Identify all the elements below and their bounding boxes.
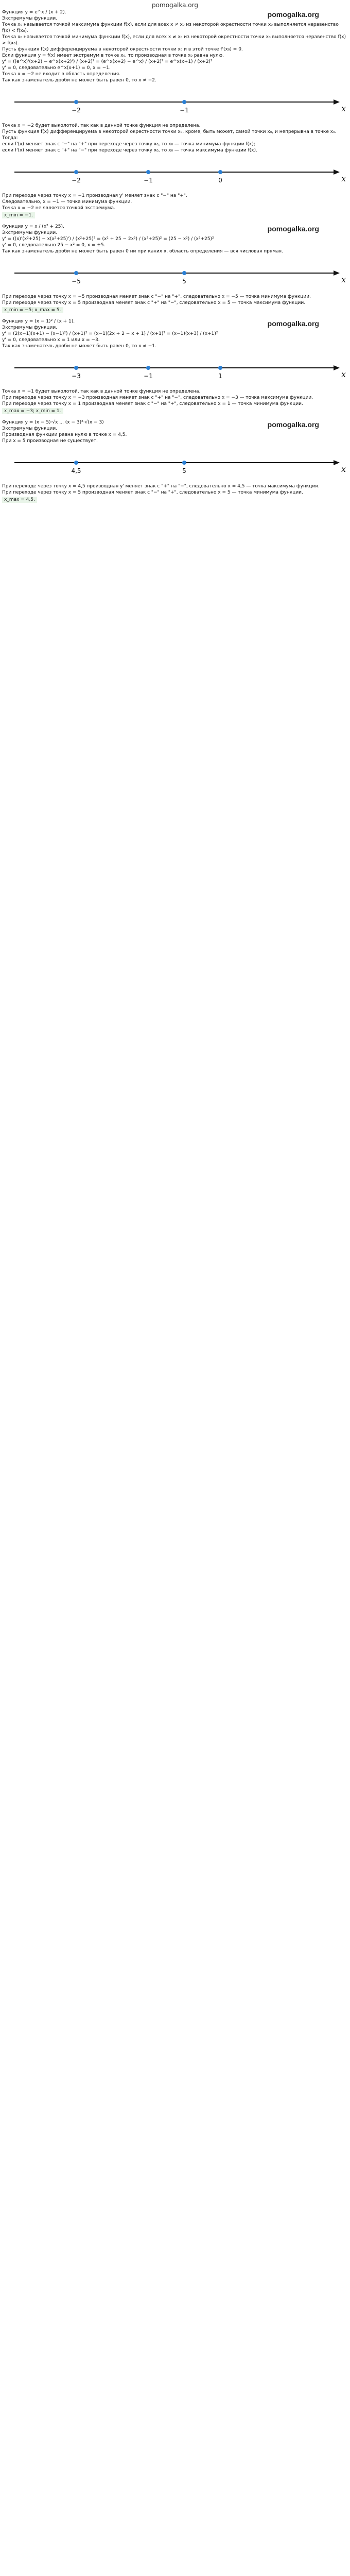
conclusion-line: Точка x = −1 будет выколотой, так как в данной точке функция не определена. [2, 389, 201, 394]
axis-arrow-icon [334, 270, 340, 276]
spacer [2, 504, 348, 508]
text-line: Так как знаменатель дроби не может быть равен 0, то x ≠ −2. [2, 78, 156, 83]
axis-point [74, 461, 78, 465]
number-line [4, 258, 350, 291]
axis-variable-label: x [341, 104, 346, 113]
axis-point [74, 170, 78, 174]
text-line: y' = 0, следовательно 25 − x² = 0, x = ±5. [2, 243, 106, 248]
axis-variable-label: x [341, 275, 346, 284]
text-line: y' = (2(x−1)(x+1) − (x−1)²) / (x+1)² = (x−1)(2x + 2 − x + 1) / (x+1)² = (x−1)(x+3) / (x+1)² [2, 331, 218, 336]
text-line: Экстремумы функции. [2, 16, 58, 21]
axis-arrow-icon [334, 460, 340, 465]
function-heading: Функция y = (x − 1)² / (x + 1). [2, 319, 75, 324]
axis-arrow-icon [334, 99, 340, 105]
conclusion-line: При переходе через точку x = −5 производная меняет знак с "−" на "+", следовательно x = −5 — точка минимума функции. [2, 294, 311, 299]
axis-tick-label: −1 [144, 177, 153, 184]
axis-point [74, 366, 78, 370]
axis-point [218, 366, 222, 370]
site-watermark: pomogalka.org [267, 10, 319, 19]
spacer [2, 219, 348, 224]
text-line: Производная функции равна нулю в точке x = 4,5. [2, 432, 127, 437]
solution-section [0, 318, 350, 419]
axis-variable-label: x [341, 174, 346, 183]
axis-tick-label: −1 [180, 107, 189, 114]
axis-point [146, 170, 150, 174]
site-watermark: pomogalka.org [267, 225, 319, 233]
text-line: При x = 5 производная не существует. [2, 438, 98, 444]
axis-tick-label: −2 [72, 177, 81, 184]
axis-variable-label: x [341, 369, 346, 379]
axis-tick-label: 1 [218, 372, 222, 380]
axis-point [74, 100, 78, 104]
solution-section [0, 419, 350, 508]
axis-point [182, 100, 186, 104]
conclusion-line: При переходе через точку x = 4,5 производная y' меняет знак с "+" на "−", следовательно x = 4,5 — точка максимума функции. [2, 484, 320, 489]
text-line: если f'(x) меняет знак с "+" на "−" при переходе через точку x₀, то x₀ — точка максимума функции f(x). [2, 148, 257, 153]
text-line: Точка x = −2 не входит в область определения. [2, 72, 120, 77]
text-line: Экстремумы функции. [2, 325, 58, 330]
text-line: y' = 0, следовательно e^x(x+1) = 0, x = −1. [2, 65, 111, 71]
text-line: если f'(x) меняет знак с "−" на "+" при переходе через точку x₀, то x₀ — точка минимума функции f(x); [2, 142, 255, 147]
function-heading: Функция y = x / (x² + 25). [2, 224, 64, 229]
axis-tick-label: −5 [72, 278, 81, 285]
answer-badge: x_min = −1. [2, 212, 35, 218]
conclusion-line: При переходе через точку x = 1 производная меняет знак с "−" на "+", следовательно x = 1 — точка минимума функции. [2, 401, 303, 406]
content [0, 9, 350, 508]
conclusion-line: При переходе через точку x = 5 производная меняет знак с "+" на "−", следовательно x = 5 — точка максимума функции. [2, 300, 306, 306]
axis-arrow-icon [334, 170, 340, 175]
text-line: Так как знаменатель дроби не может быть равен 0 ни при каких x, область определения — вся числовая прямая. [2, 249, 283, 254]
conclusion-line: При переходе через точку x = 5 производная меняет знак с "−" на "+", следовательно x = 5 — точка минимума функции. [2, 490, 303, 495]
text-line: y' = ((x)'(x²+25) − x(x²+25)') / (x²+25)² = (x² + 25 − 2x²) / (x²+25)² = (25 − x²) / (x²+25)² [2, 236, 214, 242]
number-line [4, 352, 350, 385]
solution-section [0, 9, 350, 224]
axis-point [182, 271, 186, 275]
axis-point [146, 366, 150, 370]
axis-variable-label: x [341, 464, 346, 474]
text-line: Пусть функция f(x) дифференцируема в некоторой окрестности точки x₀ и в этой точке f'(x₀) = 0. [2, 47, 243, 52]
site-watermark-top: pomogalka.org [152, 2, 198, 9]
text-line: y' = ((e^x)'(x+2) − e^x(x+2)') / (x+2)² = (e^x(x+2) − e^x) / (x+2)² = e^x(x+1) / (x+2)² [2, 59, 213, 64]
text-line: Точка x₀ называется точкой минимума функции f(x), если для всех x ≠ x₀ из некоторой окрестности точки x₀ выполняется неравенство f(x) > f(x₀). [2, 35, 346, 46]
answer-badge: x_max = −3; x_min = 1. [2, 408, 63, 414]
axis-point [74, 271, 78, 275]
answer-badge: x_max = 4,5. [2, 497, 37, 503]
conclusion-line: При переходе через точку x = −3 производная меняет знак с "+" на "−", следовательно x = −3 — точка максимума функции. [2, 395, 313, 400]
solution-section [0, 224, 350, 318]
axis-tick-label: 0 [218, 177, 222, 184]
text-line: Так как знаменатель дроби не может быть равен 0, то x ≠ −1. [2, 344, 156, 349]
text-line: Экстремумы функции. [2, 426, 58, 431]
axis-tick-label: −3 [72, 372, 81, 380]
conclusion-line: При переходе через точку x = −1 производная y' меняет знак с "−" на "+". [2, 193, 187, 198]
axis-tick-label: −2 [72, 107, 81, 114]
text-line: y' = 0, следовательно x = 1 или x = −3. [2, 337, 100, 343]
axis-tick-label: 5 [182, 467, 186, 474]
number-line [4, 447, 350, 480]
text-line: Точка x₀ называется точкой максимума функции f(x), если для всех x ≠ x₀ из некоторой окрестности точки x₀ выполняется неравенство f(x) < f(x₀). [2, 22, 339, 33]
axis-point [182, 461, 186, 465]
spacer [2, 314, 348, 318]
axis-tick-label: 5 [182, 278, 186, 285]
axis-arrow-icon [334, 365, 340, 370]
text-line: Экстремумы функции. [2, 230, 58, 235]
axis-point [218, 170, 222, 174]
text-line: Если функция y = f(x) имеет экстремум в точке x₀, то производная в точке x₀ равна нулю. [2, 53, 224, 58]
text-line: Пусть функция f(x) дифференцируема в некоторой окрестности точки x₀, кроме, быть может, самой точки x₀, и непрерывна в точке x₀. Тогда: [2, 129, 337, 141]
answer-badge: x_min = −5; x_max = 5. [2, 307, 63, 313]
text-line: Точка x = −2 будет выколотой, так как в данной точке функция не определена. [2, 123, 201, 128]
site-watermark: pomogalka.org [267, 319, 319, 328]
number-line [4, 87, 350, 120]
number-line [4, 157, 350, 190]
conclusion-line: Следовательно, x = −1 — точка минимума функции. [2, 199, 132, 205]
site-watermark: pomogalka.org [267, 420, 319, 429]
axis-tick-label: −1 [144, 372, 153, 380]
function-heading: Функция y = (x − 5)·√x ... (x − 3)²·√(x − 3) [2, 420, 104, 425]
spacer [2, 415, 348, 419]
axis-tick-label: 4,5 [71, 467, 81, 474]
conclusion-line: Точка x = −2 не является точкой экстремума. [2, 206, 115, 211]
function-heading: Функция y = e^x / (x + 2). [2, 10, 66, 15]
